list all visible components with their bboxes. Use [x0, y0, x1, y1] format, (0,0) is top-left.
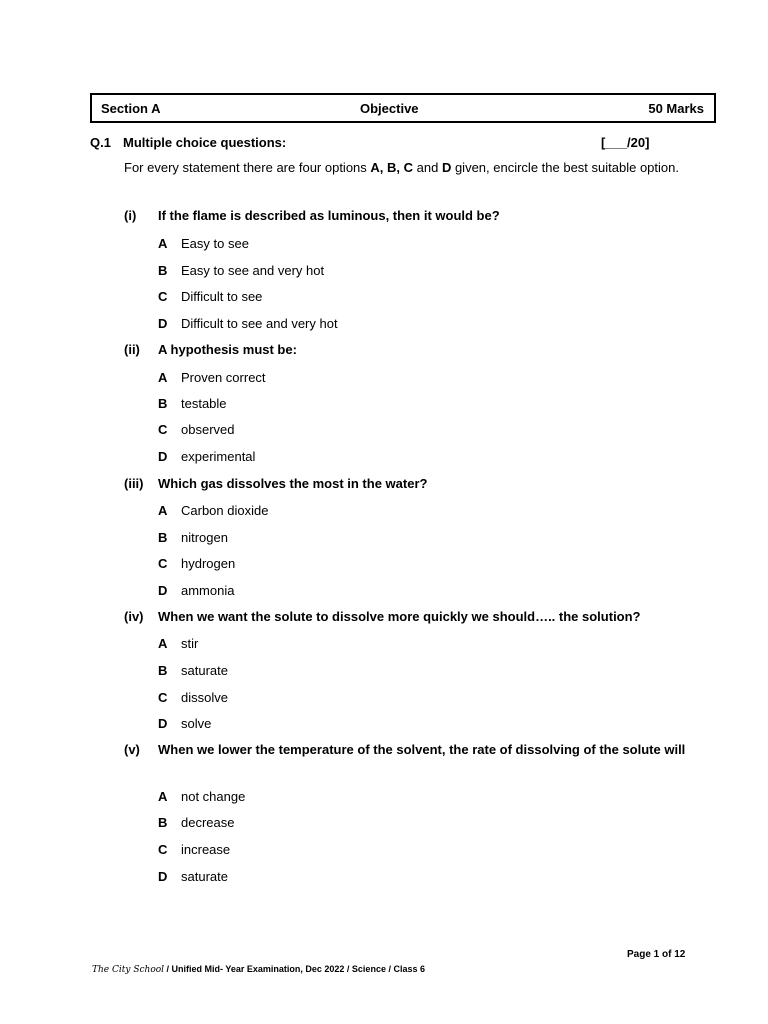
question-instruction — [124, 156, 694, 179]
option-text[interactable]: solve — [181, 716, 212, 731]
section-header — [90, 93, 716, 123]
instruction-option-d: D — [441, 160, 452, 175]
option-letter[interactable]: D — [158, 583, 168, 598]
instruction-and: and — [413, 160, 442, 175]
option-text[interactable]: increase — [181, 842, 231, 857]
option-text[interactable]: Difficult to see — [181, 289, 263, 304]
option-letter[interactable]: A — [158, 789, 168, 804]
option-letter[interactable]: B — [158, 396, 168, 411]
option-text[interactable]: not change — [181, 789, 246, 804]
option-letter[interactable]: D — [158, 449, 168, 464]
option-letter[interactable]: C — [158, 690, 168, 705]
question-number: Q.1 — [90, 135, 111, 150]
subquestion-number: (v) — [124, 742, 140, 757]
option-text[interactable]: hydrogen — [181, 556, 236, 571]
subquestion-number: (iv) — [124, 609, 144, 624]
option-letter[interactable]: D — [158, 716, 168, 731]
option-text[interactable]: Carbon dioxide — [181, 503, 269, 518]
option-text[interactable]: testable — [181, 396, 227, 411]
option-letter[interactable]: B — [158, 263, 168, 278]
option-letter[interactable]: B — [158, 663, 168, 678]
instruction-options-bold: A, B, C — [370, 160, 414, 175]
option-letter[interactable]: C — [158, 842, 168, 857]
option-letter[interactable]: A — [158, 236, 168, 251]
option-text[interactable]: observed — [181, 422, 235, 437]
option-letter[interactable]: C — [158, 422, 168, 437]
subquestion-text: When we lower the temperature of the solvent, the rate of dissolving of the solute will — [158, 742, 686, 757]
option-letter[interactable]: C — [158, 289, 168, 304]
option-text[interactable]: saturate — [181, 869, 228, 884]
option-text[interactable]: experimental — [181, 449, 256, 464]
option-text[interactable]: nitrogen — [181, 530, 228, 545]
option-letter[interactable]: B — [158, 815, 168, 830]
page-number: Page 1 of 12 — [627, 949, 686, 960]
school-logo-text: The City School — [92, 965, 165, 975]
option-text[interactable]: ammonia — [181, 583, 235, 598]
option-letter[interactable]: D — [158, 316, 168, 331]
subquestion-text: If the flame is described as luminous, then it would be? — [158, 208, 500, 223]
section-title: Objective — [360, 101, 419, 116]
option-letter[interactable]: C — [158, 556, 168, 571]
question-title: Multiple choice questions: — [123, 135, 287, 150]
option-letter[interactable]: B — [158, 530, 168, 545]
option-letter[interactable]: A — [158, 636, 168, 651]
option-text[interactable]: dissolve — [181, 690, 228, 705]
subquestion-text: A hypothesis must be: — [158, 342, 297, 357]
exam-info: / Unified Mid- Year Examination, Dec 2022 / Science / Class 6 — [164, 964, 425, 974]
question-score: [___/20] — [601, 135, 650, 150]
option-text[interactable]: saturate — [181, 663, 228, 678]
option-text[interactable]: Easy to see and very hot — [181, 263, 325, 278]
instruction-end: given, encircle the best suitable option. — [451, 160, 679, 175]
subquestion-number: (ii) — [124, 342, 140, 357]
subquestion-number: (i) — [124, 208, 137, 223]
subquestion-number: (iii) — [124, 476, 144, 491]
subquestion-text: Which gas dissolves the most in the water? — [158, 476, 428, 491]
subquestion-text: When we want the solute to dissolve more quickly we should….. the solution? — [158, 609, 641, 624]
option-letter[interactable]: A — [158, 503, 168, 518]
option-text[interactable]: Easy to see — [181, 236, 249, 251]
option-text[interactable]: Difficult to see and very hot — [181, 316, 338, 331]
option-letter[interactable]: D — [158, 869, 168, 884]
section-label: Section A — [101, 101, 161, 116]
page-footer — [92, 964, 425, 975]
option-text[interactable]: stir — [181, 636, 199, 651]
instruction-text: For every statement there are four options — [124, 160, 371, 175]
option-text[interactable]: Proven correct — [181, 370, 266, 385]
section-marks: 50 Marks — [648, 101, 704, 116]
option-letter[interactable]: A — [158, 370, 168, 385]
option-text[interactable]: decrease — [181, 815, 235, 830]
